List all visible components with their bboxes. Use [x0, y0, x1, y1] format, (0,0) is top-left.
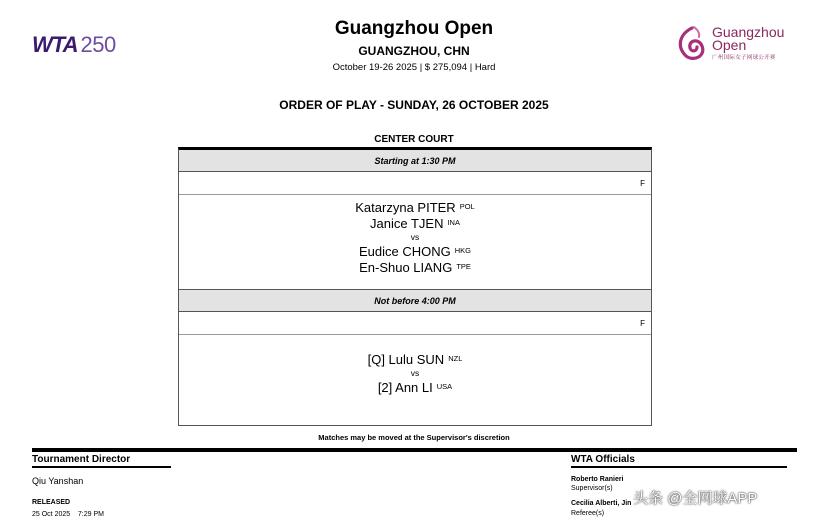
player-name: Eudice CHONG [358, 244, 451, 259]
vs-label: vs [410, 232, 420, 242]
player-country: USA [436, 382, 453, 391]
player-country: NZL [448, 354, 463, 363]
guangzhou-swirl-icon [672, 24, 712, 64]
officials-heading-rule [571, 466, 787, 468]
order-of-play-title: ORDER OF PLAY - SUNDAY, 26 OCTOBER 2025 [279, 98, 549, 112]
director-name: Qiu Yanshan [32, 476, 84, 486]
player-row [179, 259, 651, 275]
vs-label: vs [410, 368, 420, 378]
event-logo-line2: Open [712, 37, 747, 53]
supervisor-name: Roberto Ranieri [571, 476, 624, 483]
schedule-table [178, 147, 652, 426]
player-country: INA [447, 218, 460, 227]
released-label: RELEASED [32, 499, 71, 506]
block1-event-code: F [640, 179, 645, 188]
block2-event-row [179, 312, 651, 335]
player-country: TPE [456, 262, 471, 271]
player-row [179, 215, 651, 231]
disclaimer: Matches may be moved at the Supervisor's discretion [318, 433, 510, 442]
player-country: POL [459, 202, 475, 211]
block1-event-row [179, 172, 651, 195]
tournament-title: Guangzhou Open [334, 18, 494, 39]
referee-role: Referee(s) [571, 510, 605, 517]
player-name: [2] Ann LI [377, 380, 433, 395]
tournament-city: GUANGZHOU, CHN [358, 44, 470, 58]
player-row [179, 243, 651, 259]
supervisor-role: Supervisor(s) [571, 485, 613, 492]
player-row [179, 199, 651, 215]
released-time: 25 Oct 2025 7:29 PM [32, 511, 104, 518]
player-name: Katarzyna PITER [355, 200, 456, 215]
wta-logo-text: WTA [32, 32, 78, 57]
event-logo-text [712, 26, 784, 52]
court-name: CENTER COURT [374, 134, 454, 145]
match-1 [179, 199, 651, 275]
player-row [179, 351, 651, 367]
guangzhou-open-logo [672, 24, 796, 64]
player-country: HKG [454, 246, 471, 255]
block2-start-time: Not before 4:00 PM [179, 290, 651, 312]
director-heading-rule [32, 466, 171, 468]
wta-tier-text: 250 [80, 32, 116, 57]
tournament-meta: October 19-26 2025 | $ 275,094 | Hard [332, 62, 496, 73]
event-logo-chinese: 广州国际女子网球公开赛 [712, 55, 776, 61]
block1-start-time: Starting at 1:30 PM [179, 150, 651, 172]
director-heading: Tournament Director [32, 454, 131, 465]
player-name: Janice TJEN [370, 216, 444, 231]
match-2 [179, 351, 651, 395]
event-logo-line1: Guangzhou [712, 24, 785, 40]
officials-heading: WTA Officials [571, 454, 635, 465]
player-name: [Q] Lulu SUN [367, 352, 445, 367]
player-row [179, 379, 651, 395]
player-name: En-Shuo LIANG [359, 260, 453, 275]
watermark: 头条 @全网球APP [633, 490, 758, 507]
footer-rule [32, 448, 797, 452]
block2-event-code: F [640, 319, 645, 328]
referee-names: Cecilia Alberti, Jin [571, 500, 632, 507]
